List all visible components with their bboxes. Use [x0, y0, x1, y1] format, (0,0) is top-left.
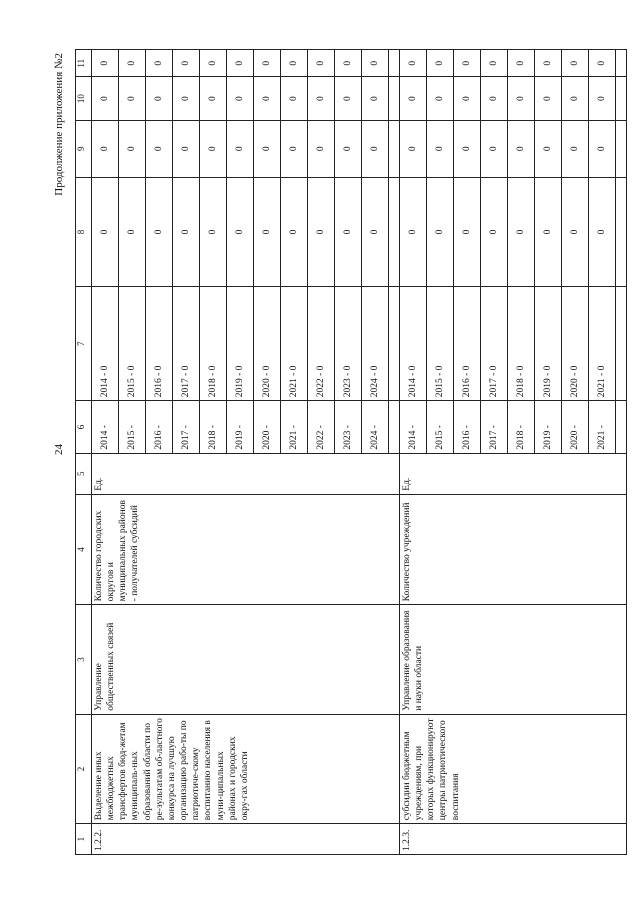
- year-value-cell: 2017 - 0: [481, 287, 508, 401]
- value-cell: 0: [227, 120, 254, 177]
- value-cell: 0: [200, 120, 227, 177]
- value-cell: 0: [454, 177, 481, 286]
- value-cell: 0: [562, 177, 589, 286]
- item-number: 1.2.3.: [400, 824, 627, 855]
- value-cell: 0: [173, 50, 200, 77]
- item-executor: Управление образования и науки области: [400, 605, 627, 714]
- value-cell: 0: [562, 120, 589, 177]
- value-cell: 0: [146, 177, 173, 286]
- year-value-cell: 2018 - 0: [200, 287, 227, 401]
- year-cell: 2015 -: [427, 401, 454, 453]
- empty-cell: [389, 401, 400, 453]
- value-cell: 0: [427, 120, 454, 177]
- value-cell: 0: [562, 77, 589, 120]
- empty-cell: [616, 287, 627, 401]
- value-cell: 0: [200, 77, 227, 120]
- value-cell: 0: [119, 77, 146, 120]
- year-value-cell: 2016 - 0: [454, 287, 481, 401]
- value-cell: 0: [227, 77, 254, 120]
- year-value-cell: 2021 - 0: [589, 287, 616, 401]
- value-cell: 0: [200, 50, 227, 77]
- value-cell: 0: [308, 177, 335, 286]
- empty-cell: [389, 287, 400, 401]
- value-cell: 0: [427, 50, 454, 77]
- value-cell: 0: [589, 77, 616, 120]
- item-name: Выделение иных межбюджетных трансфертов бюд-жетам муниципаль-ных образований области по ре-зультатам об-ластного конкурса на лучшую организацию рабо-ты по патриотиче-скому воспитанию населения в муни-ципальных районах и городских окру-гах области: [92, 714, 400, 823]
- value-cell: 0: [335, 50, 362, 77]
- year-value-cell: 2024 - 0: [362, 287, 389, 401]
- value-cell: 0: [535, 120, 562, 177]
- table-body: [92, 50, 627, 855]
- value-cell: 0: [227, 177, 254, 286]
- col-header: 1: [76, 824, 92, 855]
- empty-cell: [389, 77, 400, 120]
- value-cell: 0: [92, 50, 119, 77]
- value-cell: 0: [146, 120, 173, 177]
- year-cell: 2021 -: [281, 401, 308, 453]
- year-value-cell: 2020 - 0: [254, 287, 281, 401]
- value-cell: 0: [227, 50, 254, 77]
- col-header: 9: [76, 120, 92, 177]
- value-cell: 0: [362, 120, 389, 177]
- value-cell: 0: [589, 120, 616, 177]
- rotated-document-page: [39, 31, 607, 873]
- empty-cell: [616, 50, 627, 77]
- value-cell: 0: [427, 77, 454, 120]
- col-header: 4: [76, 494, 92, 605]
- item-executor: Управление общественных связей: [92, 605, 400, 714]
- item-number: 1.2.2.: [92, 824, 400, 855]
- year-value-cell: 2015 - 0: [119, 287, 146, 401]
- value-cell: 0: [427, 177, 454, 286]
- year-cell: 2020 -: [562, 401, 589, 453]
- value-cell: 0: [308, 50, 335, 77]
- value-cell: 0: [119, 120, 146, 177]
- value-cell: 0: [146, 50, 173, 77]
- table-row: [92, 50, 119, 855]
- indicators-table: [75, 49, 627, 855]
- value-cell: 0: [254, 177, 281, 286]
- value-cell: 0: [362, 177, 389, 286]
- value-cell: 0: [535, 77, 562, 120]
- value-cell: 0: [400, 50, 427, 77]
- year-cell: 2020 -: [254, 401, 281, 453]
- year-value-cell: 2020 - 0: [562, 287, 589, 401]
- empty-cell: [616, 401, 627, 453]
- col-header: 6: [76, 401, 92, 453]
- year-value-cell: 2015 - 0: [427, 287, 454, 401]
- column-number-row: [76, 50, 92, 855]
- value-cell: 0: [481, 50, 508, 77]
- year-cell: 2019 -: [535, 401, 562, 453]
- value-cell: 0: [589, 50, 616, 77]
- value-cell: 0: [508, 177, 535, 286]
- year-cell: 2015 -: [119, 401, 146, 453]
- col-header: 11: [76, 50, 92, 77]
- item-indicator: Количество городских округов и муниципальных районов - получателей субсидий: [92, 494, 400, 605]
- value-cell: 0: [254, 120, 281, 177]
- table-row: [400, 50, 427, 855]
- year-cell: 2017 -: [481, 401, 508, 453]
- continuation-caption: Продолжение приложения №2: [53, 53, 65, 196]
- value-cell: 0: [119, 177, 146, 286]
- value-cell: 0: [92, 120, 119, 177]
- value-cell: 0: [335, 177, 362, 286]
- value-cell: 0: [119, 50, 146, 77]
- year-value-cell: 2018 - 0: [508, 287, 535, 401]
- year-cell: 2016 -: [454, 401, 481, 453]
- value-cell: 0: [535, 50, 562, 77]
- empty-cell: [389, 177, 400, 286]
- page-number: 24: [53, 444, 65, 455]
- year-cell: 2016 -: [146, 401, 173, 453]
- item-indicator: Количество учреждений: [400, 494, 627, 605]
- col-header: 5: [76, 453, 92, 494]
- year-cell: 2017 -: [173, 401, 200, 453]
- value-cell: 0: [308, 77, 335, 120]
- empty-cell: [389, 120, 400, 177]
- empty-cell: [616, 177, 627, 286]
- value-cell: 0: [173, 120, 200, 177]
- value-cell: 0: [173, 177, 200, 286]
- year-value-cell: 2021 - 0: [281, 287, 308, 401]
- value-cell: 0: [335, 120, 362, 177]
- year-cell: 2019 -: [227, 401, 254, 453]
- value-cell: 0: [400, 177, 427, 286]
- year-cell: 2018 -: [508, 401, 535, 453]
- year-value-cell: 2014 - 0: [92, 287, 119, 401]
- year-cell: 2024 -: [362, 401, 389, 453]
- year-cell: 2014 -: [92, 401, 119, 453]
- col-header: 7: [76, 287, 92, 401]
- year-cell: 2022 -: [308, 401, 335, 453]
- value-cell: 0: [508, 77, 535, 120]
- value-cell: 0: [92, 77, 119, 120]
- item-name: субсидии бюджетным учреждениям, при которых функционируют центры патриотического воспитания: [400, 714, 627, 823]
- value-cell: 0: [362, 50, 389, 77]
- value-cell: 0: [173, 77, 200, 120]
- year-value-cell: 2019 - 0: [535, 287, 562, 401]
- col-header: 10: [76, 77, 92, 120]
- item-unit: Ед.: [92, 453, 400, 494]
- year-cell: 2021 -: [589, 401, 616, 453]
- value-cell: 0: [335, 77, 362, 120]
- value-cell: 0: [454, 77, 481, 120]
- value-cell: 0: [281, 120, 308, 177]
- value-cell: 0: [400, 120, 427, 177]
- value-cell: 0: [254, 77, 281, 120]
- empty-cell: [616, 77, 627, 120]
- year-cell: 2018 -: [200, 401, 227, 453]
- value-cell: 0: [308, 120, 335, 177]
- value-cell: 0: [481, 77, 508, 120]
- value-cell: 0: [281, 77, 308, 120]
- year-value-cell: 2023 - 0: [335, 287, 362, 401]
- value-cell: 0: [454, 120, 481, 177]
- year-cell: 2023 -: [335, 401, 362, 453]
- col-header: 8: [76, 177, 92, 286]
- value-cell: 0: [562, 50, 589, 77]
- year-value-cell: 2022 - 0: [308, 287, 335, 401]
- value-cell: 0: [200, 177, 227, 286]
- year-cell: 2014 -: [400, 401, 427, 453]
- col-header: 2: [76, 714, 92, 823]
- value-cell: 0: [508, 50, 535, 77]
- value-cell: 0: [281, 177, 308, 286]
- value-cell: 0: [481, 177, 508, 286]
- col-header: 3: [76, 605, 92, 714]
- value-cell: 0: [481, 120, 508, 177]
- value-cell: 0: [535, 177, 562, 286]
- value-cell: 0: [146, 77, 173, 120]
- value-cell: 0: [589, 177, 616, 286]
- value-cell: 0: [281, 50, 308, 77]
- value-cell: 0: [92, 177, 119, 286]
- empty-cell: [616, 120, 627, 177]
- value-cell: 0: [400, 77, 427, 120]
- year-value-cell: 2016 - 0: [146, 287, 173, 401]
- item-unit: Ед.: [400, 453, 627, 494]
- year-value-cell: 2019 - 0: [227, 287, 254, 401]
- value-cell: 0: [508, 120, 535, 177]
- value-cell: 0: [454, 50, 481, 77]
- year-value-cell: 2017 - 0: [173, 287, 200, 401]
- value-cell: 0: [362, 77, 389, 120]
- value-cell: 0: [254, 50, 281, 77]
- empty-cell: [389, 50, 400, 77]
- year-value-cell: 2014 - 0: [400, 287, 427, 401]
